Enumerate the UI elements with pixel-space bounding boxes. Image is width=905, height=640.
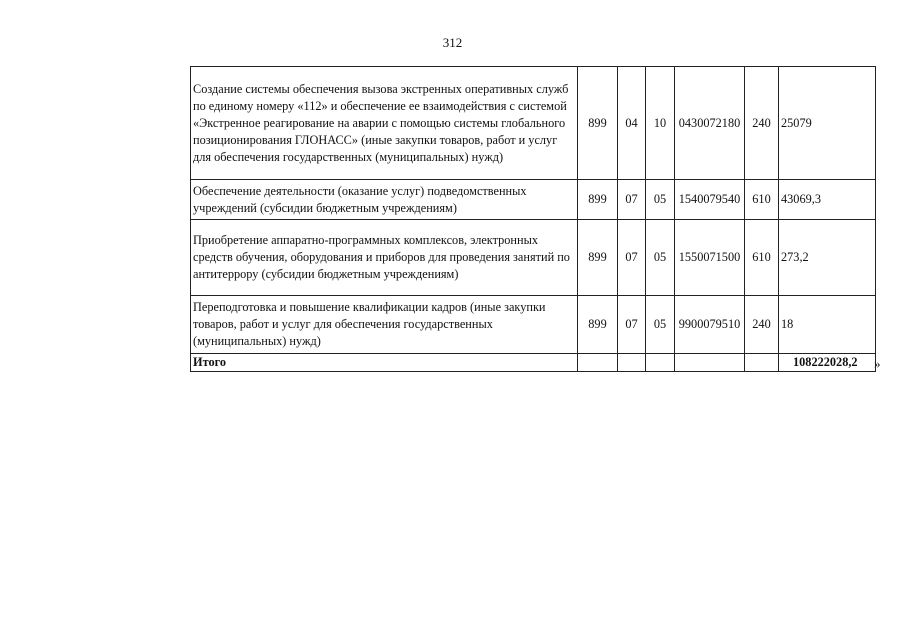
budget-table [190,66,876,372]
total-label: Итого [191,354,578,372]
row-expense-type: 610 [745,220,779,296]
row-ministry-code: 899 [578,180,618,220]
row-target-article: 1540079540 [675,180,745,220]
row-ministry-code: 899 [578,220,618,296]
total-row [191,354,876,372]
row-subsection-code: 05 [646,180,675,220]
row-amount: 43069,3 [779,180,876,220]
row-description: Создание системы обеспечения вызова экстренных оперативных служб по единому номеру «112» и обеспечение ее взаимодействия с системой «Экстренное реагирование на аварии с помощью системы глобального позиционирования ГЛОНАСС» (иные закупки товаров, работ и услуг для обеспечения государственных (муниципальных) нужд) [191,67,578,180]
row-subsection-code: 10 [646,67,675,180]
total-empty-cell [675,354,745,372]
total-empty-cell [745,354,779,372]
page-number: 312 [442,35,463,50]
row-description: Приобретение аппаратно-программных комплексов, электронных средств обучения, оборудования и приборов для проведения занятий по антитеррору (субсидии бюджетным учреждениям) [191,220,578,296]
row-subsection-code: 05 [646,296,675,354]
table-row [191,220,876,296]
row-section-code: 07 [618,180,646,220]
row-description: Обеспечение деятельности (оказание услуг) подведомственных учреждений (субсидии бюджетным учреждениям) [191,180,578,220]
row-amount: 25079 [779,67,876,180]
row-section-code: 07 [618,220,646,296]
closing-quote: » [874,356,881,371]
row-section-code: 04 [618,67,646,180]
row-section-code: 07 [618,296,646,354]
row-expense-type: 240 [745,67,779,180]
total-empty-cell [618,354,646,372]
table-row [191,296,876,354]
row-amount: 18 [779,296,876,354]
row-expense-type: 240 [745,296,779,354]
row-target-article: 0430072180 [675,67,745,180]
row-amount: 273,2 [779,220,876,296]
table-row [191,180,876,220]
row-expense-type: 610 [745,180,779,220]
table-row [191,67,876,180]
row-target-article: 9900079510 [675,296,745,354]
total-empty-cell [646,354,675,372]
row-subsection-code: 05 [646,220,675,296]
row-ministry-code: 899 [578,67,618,180]
total-empty-cell [578,354,618,372]
row-ministry-code: 899 [578,296,618,354]
total-amount: 108222028,2 [779,354,876,372]
row-target-article: 1550071500 [675,220,745,296]
row-description: Переподготовка и повышение квалификации кадров (иные закупки товаров, работ и услуг для обеспечения государственных (муниципальных) нужд) [191,296,578,354]
